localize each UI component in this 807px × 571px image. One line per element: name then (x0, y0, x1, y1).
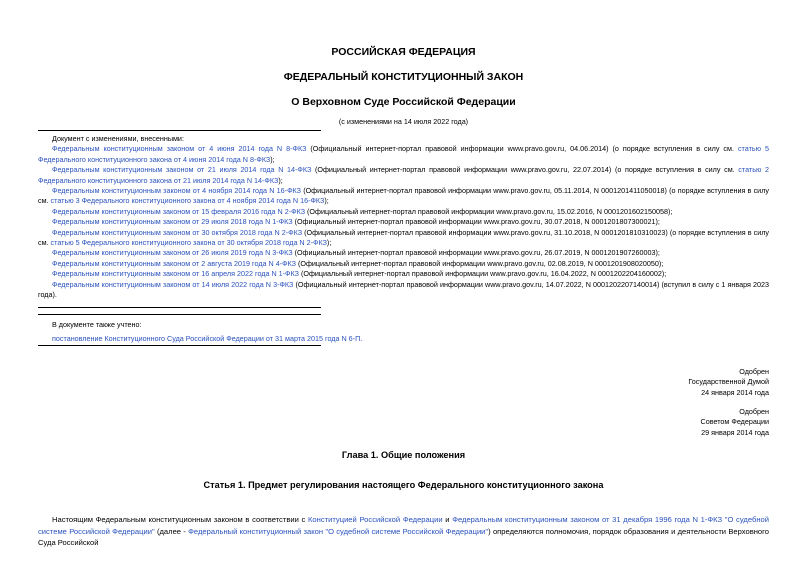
revision-note: (с изменениями на 14 июля 2022 года) (338, 117, 469, 126)
change-link[interactable]: Федеральным конституционным законом от 2 августа 2019 года N 4-ФКЗ (52, 258, 296, 268)
change-link[interactable]: Федеральным конституционным законом от 4 ноября 2014 года N 16-ФКЗ (52, 186, 301, 196)
change-item: Федеральным конституционным законом от 16 апреля 2022 года N 1-ФКЗ (Официальный интернет-портал правовой информации www.pravo.gov.ru, 16.04.2022, N 0001202204160002); (52, 269, 667, 279)
change-link[interactable]: Федеральным конституционным законом от 14 июля 2022 года N 3-ФКЗ (52, 279, 294, 289)
change-link[interactable]: Федеральным конституционным законом от 21 июля 2014 года N 14-ФКЗ (52, 165, 312, 175)
divider-top (38, 130, 321, 131)
change-item: Федеральным конституционным законом от 15 февраля 2016 года N 2-ФКЗ (Официальный интернет-портал правовой информации www.pravo.gov.ru, 15.02.2016, N 0001201602150058); (52, 206, 673, 216)
article-paragraph: Настоящим Федеральным конституционным законом в соответствии с Конституцией Российской Федерации и Федеральным конституционным законом от 31 декабря 1996 года N 1-ФКЗ "О судебной системе Российской Федерации" (далее - Федеральный конституционный закон "О судебной системе Российской Федерации") определяются полномочия, порядок образования и деятельности Верховного Суда Российской (38, 515, 769, 547)
also-considered (38, 320, 769, 345)
law-type-heading: ФЕДЕРАЛЬНЫЙ КОНСТИТУЦИОННЫЙ ЗАКОН (283, 71, 524, 83)
change-ref-link[interactable]: статью 2 Федерального конституционного закона от 21 июля 2014 года N 14-ФКЗ (38, 165, 769, 185)
article-heading: Статья 1. Предмет регулирования настоящего Федерального конституционного закона (203, 480, 604, 490)
change-item: Федеральным конституционным законом от 4 июня 2014 года N 8-ФКЗ (Официальный интернет-портал правовой информации www.pravo.gov.ru, 04.06.2014) (о порядке вступления в силу см. статью 5 Федерального конституционного закона от 4 июня 2014 года N 8-ФКЗ); (38, 144, 769, 164)
change-link[interactable]: Федеральным конституционным законом от 4 июня 2014 года N 8-ФКЗ (52, 144, 307, 154)
change-ref-link[interactable]: статью 5 Федерального конституционного закона от 30 октября 2018 года N 2-ФКЗ (50, 238, 327, 248)
constitution-link[interactable]: Конституцией Российской Федерации (308, 515, 443, 524)
change-item: Федеральным конституционным законом от 29 июля 2018 года N 1-ФКЗ (Официальный интернет-портал правовой информации www.pravo.gov.ru, 30.07.2018, N 0001201807300021); (52, 217, 660, 227)
change-item: Федеральным конституционным законом от 14 июля 2022 года N 3-ФКЗ (Официальный интернет-портал правовой информации www.pravo.gov.ru, 14.07.2022, N 0001202207140014) (вступил в силу с 1 января 2023 года). (38, 279, 769, 300)
article-body (38, 514, 769, 549)
divider-bottom (38, 345, 321, 346)
judicial-system-law-link[interactable]: Федеральным конституционным законом от 31 декабря 1996 года N 1-ФКЗ "О судебной системе Российской Федерации" (38, 515, 769, 536)
changes-list (38, 134, 769, 301)
change-link[interactable]: Федеральным конституционным законом от 15 февраля 2016 года N 2-ФКЗ (52, 206, 306, 216)
change-link[interactable]: Федеральным конституционным законом от 29 июля 2018 года N 1-ФКЗ (52, 217, 293, 227)
judicial-system-law-short-link[interactable]: Федеральный конституционный закон "О судебной системе Российской Федерации" (188, 526, 489, 536)
also-link[interactable]: постановление Конституционного Суда Российской Федерации от 31 марта 2015 года N 6-П. (52, 334, 363, 344)
change-item: Федеральным конституционным законом от 26 июля 2019 года N 3-ФКЗ (Официальный интернет-портал правовой информации www.pravo.gov.ru, 26.07.2019, N 0001201907260003); (52, 248, 660, 258)
approval-council: Одобрен Советом Федерации 29 января 2014 года (700, 407, 769, 437)
change-item: Федеральным конституционным законом от 4 ноября 2014 года N 16-ФКЗ (Официальный интернет-портал правовой информации www.pravo.gov.ru, 05.11.2014, N 0001201411050018) (о порядке вступления в силу см. статью 3 Федерального конституционного закона от 4 ноября 2014 года N 16-ФКЗ); (38, 186, 769, 206)
also-heading: В документе также учтено: (52, 320, 142, 329)
approval-duma: Одобрен Государственной Думой 24 января 2014 года (688, 367, 769, 397)
chapter-heading: Глава 1. Общие положения (341, 450, 466, 460)
change-ref-link[interactable]: статью 3 Федерального конституционного закона от 4 ноября 2014 года N 16-ФКЗ (50, 196, 325, 206)
changes-heading: Документ с изменениями, внесенными: (52, 134, 184, 143)
change-item: Федеральным конституционным законом от 30 октября 2018 года N 2-ФКЗ (Официальный интернет-портал правовой информации www.pravo.gov.ru, 31.10.2018, N 0001201810310023) (о порядке вступления в силу см. статью 5 Федерального конституционного закона от 30 октября 2018 года N 2-ФКЗ); (38, 227, 770, 248)
change-ref-link[interactable]: статью 5 Федерального конституционного закона от 4 июня 2014 года N 8-ФКЗ (38, 144, 769, 164)
change-item: Федеральным конституционным законом от 2 августа 2019 года N 4-ФКЗ (Официальный интернет-портал правовой информации www.pravo.gov.ru, 02.08.2019, N 0001201908020050); (52, 258, 664, 268)
change-item: Федеральным конституционным законом от 21 июля 2014 года N 14-ФКЗ (Официальный интернет-портал правовой информации www.pravo.gov.ru, 22.07.2014) (о порядке вступления в силу см. статью 2 Федерального конституционного закона от 21 июля 2014 года N 14-ФКЗ); (38, 165, 769, 185)
divider-mid-1 (38, 307, 321, 308)
divider-mid-2 (38, 314, 321, 315)
change-link[interactable]: Федеральным конституционным законом от 30 октября 2018 года N 2-ФКЗ (52, 227, 303, 237)
change-link[interactable]: Федеральным конституционным законом от 16 апреля 2022 года N 1-ФКЗ (52, 269, 299, 279)
document-title: О Верховном Суде Российской Федерации (291, 96, 516, 108)
change-link[interactable]: Федеральным конституционным законом от 26 июля 2019 года N 3-ФКЗ (52, 248, 293, 258)
country-heading: РОССИЙСКАЯ ФЕДЕРАЦИЯ (331, 46, 476, 58)
